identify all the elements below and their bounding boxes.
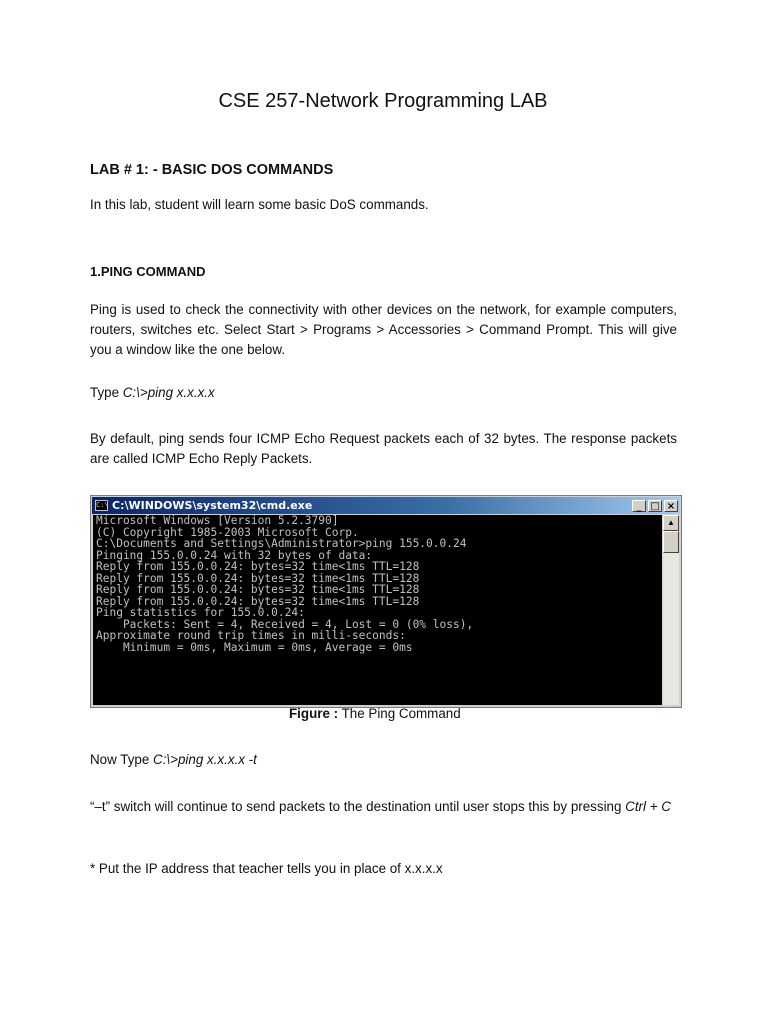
type-prefix-2: Now Type (90, 752, 154, 767)
type-prefix: Type (90, 385, 123, 400)
page-title: CSE 257-Network Programming LAB (218, 90, 548, 112)
console-line: Reply from 155.0.0.24: bytes=32 time<1ms TTL=128 (96, 594, 420, 608)
scroll-up-arrow-icon: ▲ (663, 515, 679, 531)
type-instruction-2 (90, 750, 677, 770)
ctrl-c-keys: Ctrl + C (625, 799, 671, 814)
scroll-thumb (663, 531, 679, 553)
type-instruction-1 (90, 383, 677, 403)
cmd-titlebar (92, 497, 680, 514)
ping-command-text: C:\>ping x.x.x.x (122, 385, 215, 400)
figure-caption-text: The Ping Command (338, 706, 461, 721)
console-line: Pinging 155.0.0.24 with 32 bytes of data: (96, 548, 373, 562)
console-line: Minimum = 0ms, Maximum = 0ms, Average = 0ms (96, 640, 413, 654)
console-line: Microsoft Windows [Version 5.2.3790] (96, 515, 339, 527)
cmd-scrollbar (663, 515, 679, 705)
cmd-window-screenshot (90, 495, 682, 708)
console-line: Reply from 155.0.0.24: bytes=32 time<1ms TTL=128 (96, 571, 420, 585)
cmd-console-output (93, 515, 662, 705)
lab-heading: LAB # 1: - BASIC DOS COMMANDS (90, 162, 334, 178)
t-switch-description (90, 797, 677, 817)
console-line: Ping statistics for 155.0.0.24: (96, 606, 305, 619)
ping-description: Ping is used to check the connectivity with other devices on the network, for example computers, routers, switches etc. Select Start > Programs > Accessories > Command Prompt. This will give you a window like the one below. (90, 302, 677, 357)
t-switch-text: “–t” switch will continue to send packets to the destination until user stops this by pressing (90, 799, 626, 814)
console-line: (C) Copyright 1985-2003 Microsoft Corp. (96, 525, 359, 539)
console-line: Packets: Sent = 4, Received = 4, Lost = 0 (0% loss), (96, 617, 474, 631)
default-description: By default, ping sends four ICMP Echo Request packets each of 32 bytes. The response packets are called ICMP Echo Reply Packets. (90, 431, 677, 466)
minimize-button: _ (632, 500, 646, 512)
cmd-icon: C:\ (96, 501, 109, 509)
close-button: × (664, 500, 678, 512)
ping-t-command-text: C:\>ping x.x.x.x -t (153, 752, 257, 767)
ip-note: * Put the IP address that teacher tells you in place of x.x.x.x (90, 861, 443, 876)
console-line: Reply from 155.0.0.24: bytes=32 time<1ms TTL=128 (96, 583, 420, 596)
intro-paragraph: In this lab, student will learn some basic DoS commands. (90, 197, 429, 212)
section-heading-ping: 1.PING COMMAND (90, 264, 206, 279)
figure-label: Figure : (289, 706, 339, 721)
console-line: Reply from 155.0.0.24: bytes=32 time<1ms TTL=128 (96, 560, 420, 573)
maximize-button: □ (648, 500, 662, 512)
console-line: Approximate round trip times in milli-seconds: (96, 629, 406, 642)
console-line: C:\Documents and Settings\Administrator>ping 155.0.0.24 (96, 537, 467, 550)
cmd-window-title: C:\WINDOWS\system32\cmd.exe (112, 499, 313, 512)
